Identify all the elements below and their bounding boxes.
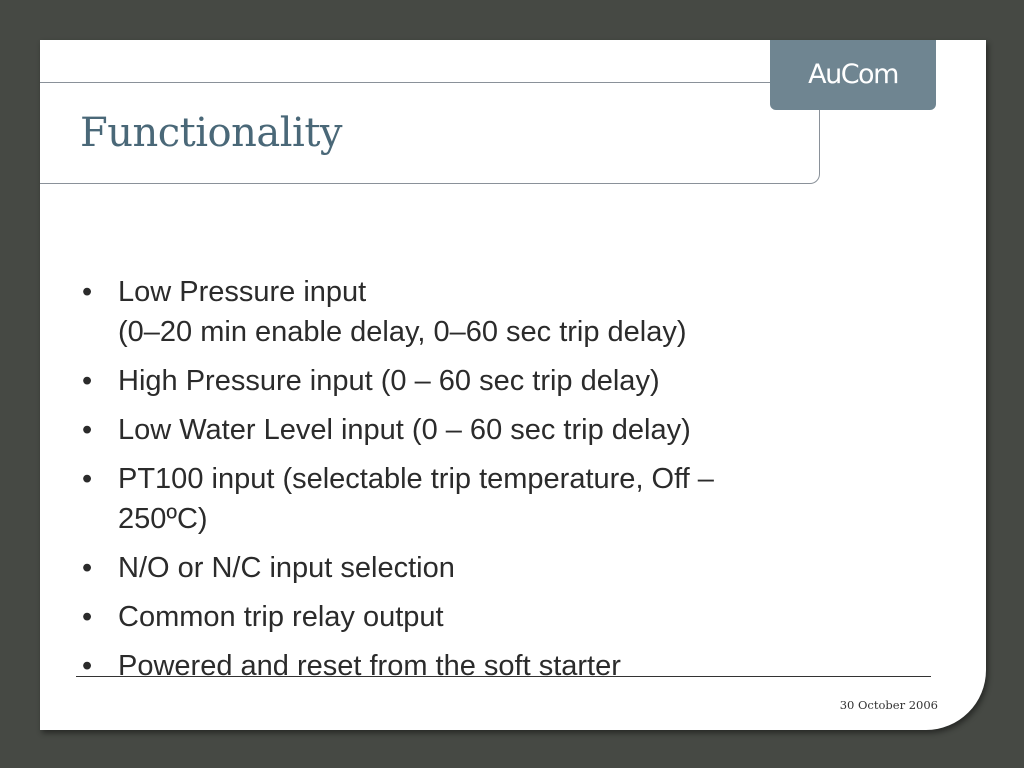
slide-title: Functionality <box>80 110 342 156</box>
bullet-text: Low Water Level input (0 – 60 sec trip delay) <box>118 414 691 446</box>
bullet-item <box>76 272 896 352</box>
bullet-item <box>76 410 896 450</box>
bullet-item <box>76 361 896 401</box>
slide <box>40 40 986 730</box>
bullet-icon: • <box>82 276 93 308</box>
footer-date: 30 October 2006 <box>839 698 938 712</box>
bullet-text: 250ºC) <box>118 503 208 535</box>
bullet-text: Common trip relay output <box>118 601 444 633</box>
bullet-icon: • <box>82 365 93 397</box>
bullet-icon: • <box>82 650 93 682</box>
bullet-text: (0–20 min enable delay, 0–60 sec trip delay) <box>118 316 687 348</box>
aucom-logo: AuCom <box>808 59 898 90</box>
bullet-icon: • <box>82 601 93 633</box>
bullet-icon: • <box>82 463 93 495</box>
bullet-text: High Pressure input (0 – 60 sec trip delay) <box>118 365 660 397</box>
bullet-item <box>76 459 896 539</box>
bullet-text: PT100 input (selectable trip temperature, Off – <box>118 463 714 495</box>
bullet-icon: • <box>82 552 93 584</box>
bullet-item <box>76 548 896 588</box>
bullet-text: Low Pressure input <box>118 276 367 308</box>
bullet-icon: • <box>82 414 93 446</box>
bullet-item <box>76 646 896 686</box>
footer-divider <box>76 676 931 677</box>
bullet-text: Powered and reset from the soft starter <box>118 650 621 682</box>
bullet-list <box>76 272 896 695</box>
logo-tab <box>770 40 936 110</box>
bullet-item <box>76 597 896 637</box>
bullet-text: N/O or N/C input selection <box>118 552 455 584</box>
